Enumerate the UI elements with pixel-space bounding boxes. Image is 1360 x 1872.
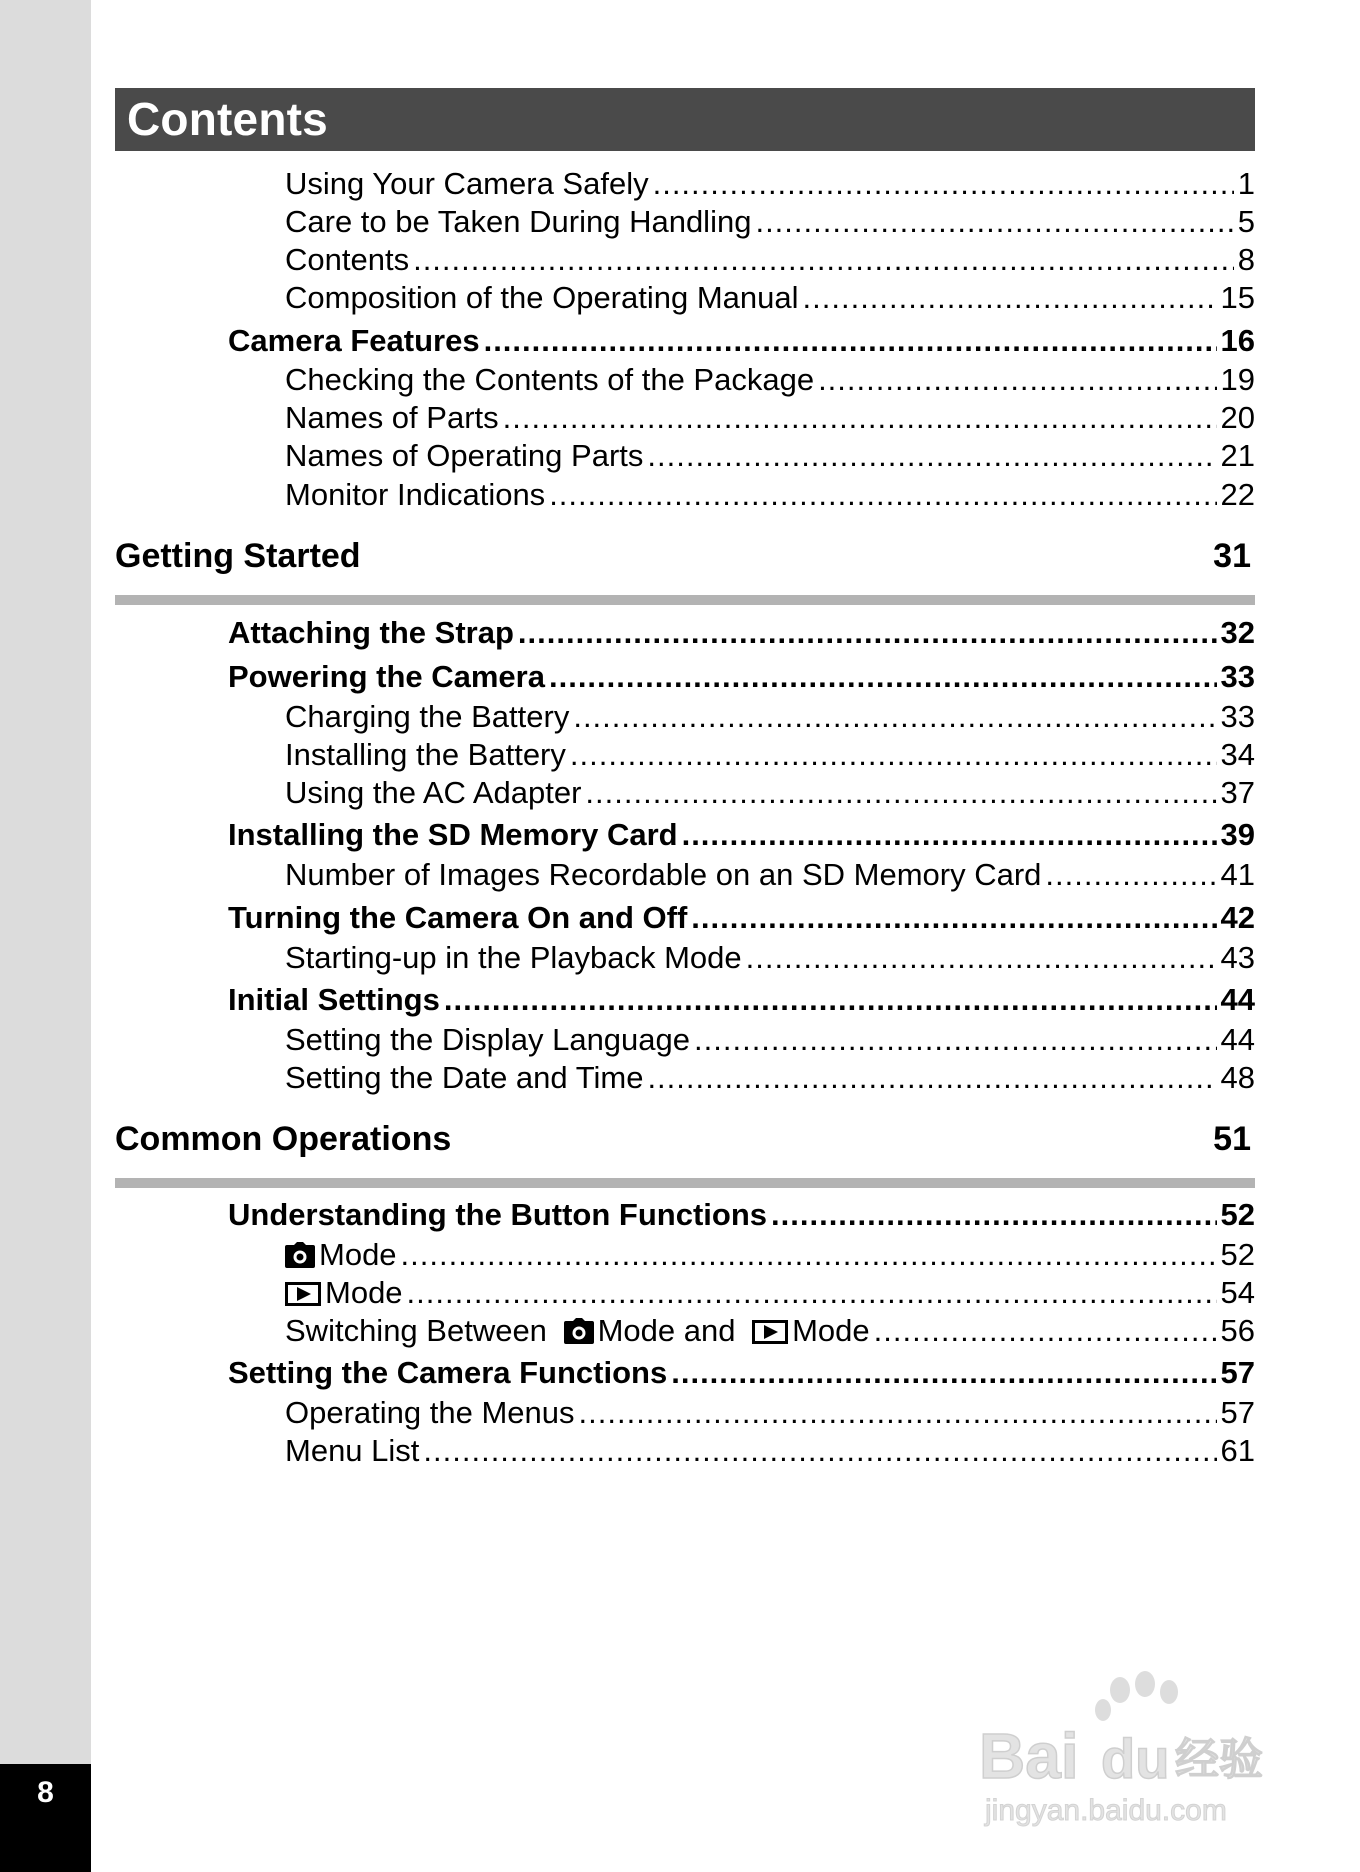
toc-entry[interactable]: [285, 940, 1255, 976]
svg-text:Bai: Bai: [979, 1720, 1079, 1792]
toc-entry-page: 21: [1220, 438, 1255, 473]
leader-dots: [484, 323, 1217, 359]
toc-entry[interactable]: [285, 1433, 1255, 1469]
toc-entry-page: 33: [1220, 699, 1255, 734]
toc-entry-label: Setting the Date and Time: [285, 1060, 644, 1095]
toc-entry-label: [285, 1275, 403, 1311]
svg-text:经验: 经验: [1175, 1734, 1263, 1785]
leader-dots: [671, 1355, 1216, 1391]
leader-dots: [647, 438, 1216, 474]
toc-main-entry[interactable]: [228, 615, 1255, 651]
leader-dots: [647, 1060, 1216, 1096]
toc-entry-label: Names of Operating Parts: [285, 438, 644, 473]
toc-main-entry[interactable]: [228, 817, 1255, 853]
leader-dots: [694, 1022, 1217, 1058]
leader-dots: [573, 699, 1216, 735]
toc-entry[interactable]: [285, 1275, 1255, 1311]
toc-entry-page: 22: [1220, 477, 1255, 512]
camera-icon: [564, 1318, 594, 1344]
toc-entry-page: 44: [1220, 982, 1255, 1017]
page-number: 8: [37, 1776, 54, 1809]
toc-entry-label: Checking the Contents of the Package: [285, 362, 815, 397]
camera-icon: [285, 1242, 315, 1268]
toc-entry-label: Using the AC Adapter: [285, 775, 582, 810]
toc-entry[interactable]: [285, 737, 1255, 773]
leader-dots: [803, 280, 1217, 316]
toc-entry[interactable]: [285, 1237, 1255, 1273]
toc-entry-page: 32: [1220, 615, 1255, 650]
leader-dots: [1045, 857, 1216, 893]
toc-entry[interactable]: [285, 477, 1255, 513]
section-heading[interactable]: [115, 1120, 1255, 1164]
mode-label: Mode: [319, 1237, 397, 1272]
leader-dots: [570, 737, 1217, 773]
toc-entry-page: 48: [1220, 1060, 1255, 1095]
label-part: Mode and: [597, 1313, 736, 1348]
toc-entry[interactable]: [285, 280, 1255, 316]
leader-dots: [682, 817, 1217, 853]
toc-main-entry[interactable]: [228, 900, 1255, 936]
play-icon: [285, 1282, 321, 1306]
toc-entry-label: [285, 1313, 870, 1349]
toc-entry-page: 8: [1237, 242, 1255, 277]
toc-entry-label: Number of Images Recordable on an SD Memory Card: [285, 857, 1042, 892]
toc-entry-label: Charging the Battery: [285, 699, 570, 734]
leader-dots: [518, 615, 1217, 651]
toc-entry[interactable]: [285, 242, 1255, 278]
section-title: Getting Started: [115, 537, 361, 575]
toc-entry-label: Initial Settings: [228, 982, 440, 1017]
leader-dots: [444, 982, 1217, 1018]
toc-entry-page: 15: [1220, 280, 1255, 315]
toc-entry[interactable]: [285, 204, 1255, 240]
toc-entry-page: 37: [1220, 775, 1255, 810]
toc-entry-page: 39: [1220, 817, 1255, 852]
toc-entry-page: 20: [1220, 400, 1255, 435]
section-divider: [115, 1178, 1255, 1188]
toc-main-entry[interactable]: [228, 982, 1255, 1018]
toc-entry-label: Understanding the Button Functions: [228, 1197, 768, 1232]
toc-entry-page: 57: [1220, 1395, 1255, 1430]
toc-entry-page: 41: [1220, 857, 1255, 892]
toc-entry-label: Installing the Battery: [285, 737, 566, 772]
toc-entry[interactable]: [285, 1060, 1255, 1096]
toc-entry-page: 16: [1220, 323, 1255, 358]
leader-dots: [755, 204, 1233, 240]
section-heading[interactable]: [115, 537, 1255, 581]
toc-entry-label: Using Your Camera Safely: [285, 166, 649, 201]
page-title: Contents: [127, 93, 328, 145]
toc-main-entry[interactable]: [228, 659, 1255, 695]
svg-text:jingyan.baidu.com: jingyan.baidu.com: [985, 1794, 1227, 1827]
toc-entry-label: Powering the Camera: [228, 659, 545, 694]
toc-entry-page: 44: [1220, 1022, 1255, 1057]
baidu-watermark-logo: [965, 1670, 1285, 1840]
label-part: Mode: [792, 1313, 870, 1348]
toc-entry[interactable]: [285, 857, 1255, 893]
toc-entry-label: Contents: [285, 242, 410, 277]
toc-entry-label: Names of Parts: [285, 400, 499, 435]
mode-label: Mode: [325, 1275, 403, 1310]
section-page: 31: [1213, 537, 1251, 575]
leader-dots: [407, 1275, 1217, 1311]
toc-entry-label: Monitor Indications: [285, 477, 546, 512]
toc-entry-label: [285, 1237, 397, 1273]
toc-main-entry[interactable]: [228, 323, 1255, 359]
svg-text:du: du: [1101, 1727, 1170, 1790]
leader-dots: [503, 400, 1217, 436]
section-divider: [115, 595, 1255, 605]
title-bar: [115, 88, 1255, 151]
toc-main-entry[interactable]: [228, 1355, 1255, 1391]
toc-entry[interactable]: [285, 166, 1255, 202]
leader-dots: [579, 1395, 1217, 1431]
toc-entry[interactable]: [285, 699, 1255, 735]
leader-dots: [585, 775, 1216, 811]
toc-entry-page: 52: [1220, 1237, 1255, 1272]
label-part: Switching Between: [285, 1313, 547, 1348]
side-margin-bar: [0, 0, 91, 1872]
toc-entry-label: Setting the Camera Functions: [228, 1355, 668, 1390]
toc-entry[interactable]: [285, 1022, 1255, 1058]
toc-entry-page: 56: [1220, 1313, 1255, 1348]
leader-dots: [746, 940, 1217, 976]
leader-dots: [423, 1433, 1216, 1469]
toc-entry-label: Installing the SD Memory Card: [228, 817, 678, 852]
leader-dots: [818, 362, 1216, 398]
toc-entry-label: Attaching the Strap: [228, 615, 514, 650]
leader-dots: [874, 1313, 1217, 1349]
toc-entry-page: 33: [1220, 659, 1255, 694]
toc-entry-label: Menu List: [285, 1433, 420, 1468]
toc-entry-page: 43: [1220, 940, 1255, 975]
toc-entry-label: Composition of the Operating Manual: [285, 280, 799, 315]
toc-entry-page: 5: [1237, 204, 1255, 239]
toc-entry[interactable]: [285, 362, 1255, 398]
toc-entry-page: 54: [1220, 1275, 1255, 1310]
toc-entry-page: 1: [1237, 166, 1255, 201]
toc-entry-label: Turning the Camera On and Off: [228, 900, 688, 935]
leader-dots: [691, 900, 1216, 936]
leader-dots: [401, 1237, 1217, 1273]
section-page: 51: [1213, 1120, 1251, 1158]
section-title: Common Operations: [115, 1120, 452, 1158]
toc-entry-page: 19: [1220, 362, 1255, 397]
toc-entry-label: Care to be Taken During Handling: [285, 204, 752, 239]
toc-entry-page: 34: [1220, 737, 1255, 772]
toc-entry[interactable]: [285, 1313, 1255, 1349]
toc-entry-label: Operating the Menus: [285, 1395, 575, 1430]
leader-dots: [549, 659, 1217, 695]
toc-entry-page: 42: [1220, 900, 1255, 935]
leader-dots: [653, 166, 1234, 202]
toc-entry-page: 57: [1220, 1355, 1255, 1390]
toc-entry-label: Starting-up in the Playback Mode: [285, 940, 742, 975]
toc-entry-page: 52: [1220, 1197, 1255, 1232]
toc-entry-page: 61: [1220, 1433, 1255, 1468]
toc-entry-label: Camera Features: [228, 323, 480, 358]
leader-dots: [771, 1197, 1217, 1233]
toc-entry[interactable]: [285, 775, 1255, 811]
toc-main-entry[interactable]: [228, 1197, 1255, 1233]
leader-dots: [413, 242, 1234, 278]
toc-entry-label: Setting the Display Language: [285, 1022, 691, 1057]
leader-dots: [549, 477, 1216, 513]
play-icon: [752, 1320, 788, 1344]
toc-entry[interactable]: [285, 1395, 1255, 1431]
toc-entry[interactable]: [285, 400, 1255, 436]
toc-entry[interactable]: [285, 438, 1255, 474]
